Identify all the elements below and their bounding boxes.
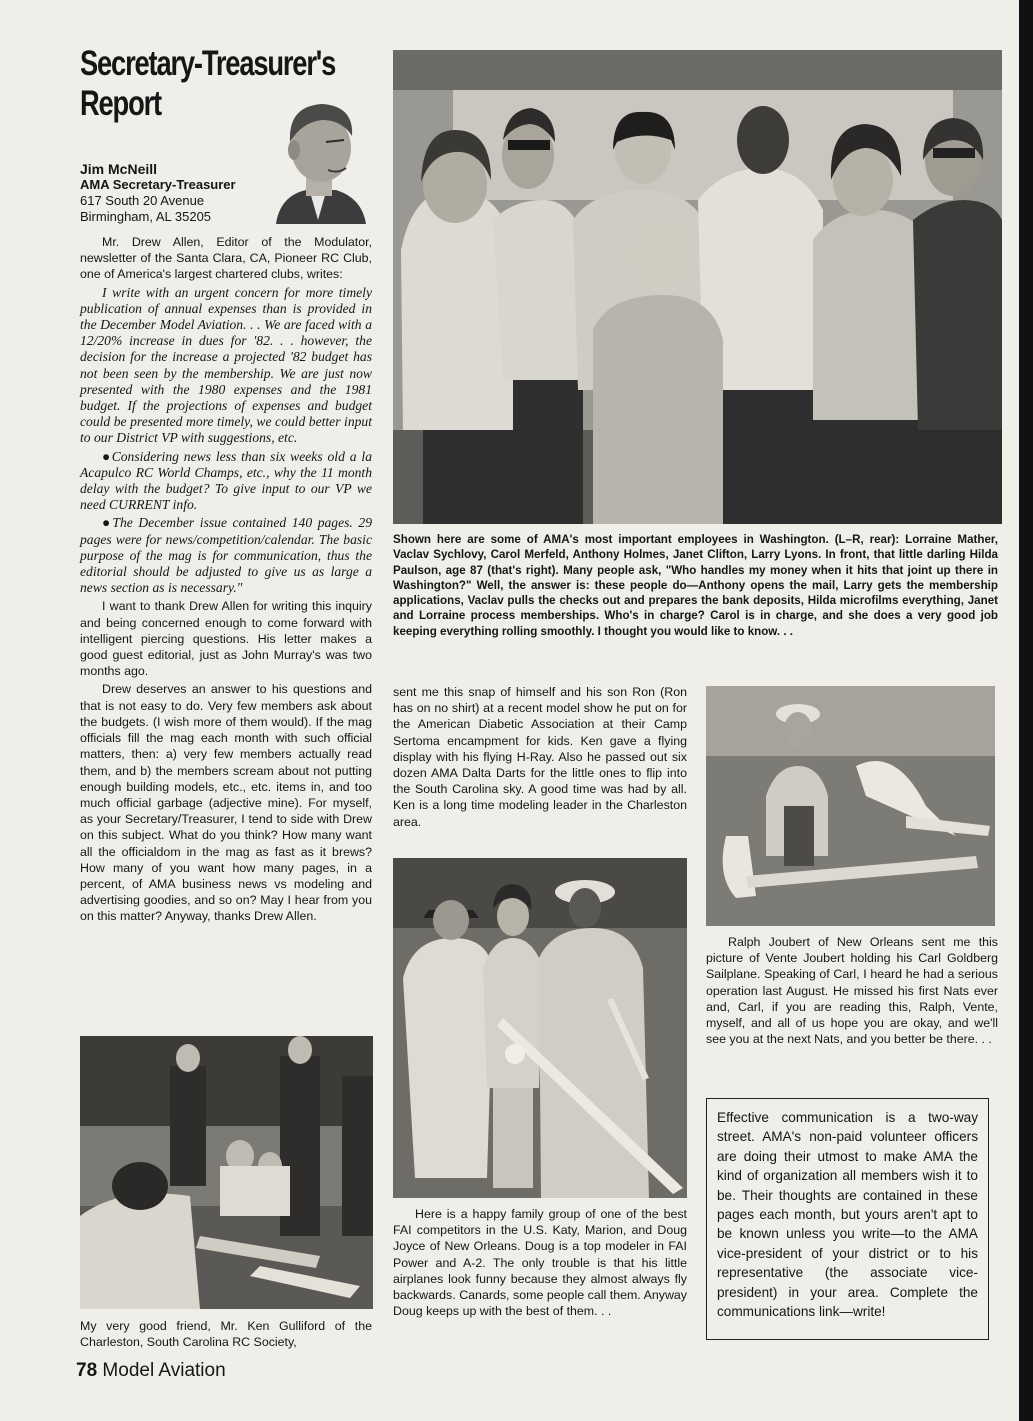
quote-bullet: ●The December issue contained 140 pages. 29 pages were for news/competition/calendar. The basic purpose of the mag is for communication, thus the editorial should be adjusted to give us as large a news section as is necessary." — [80, 515, 372, 596]
paragraph: Drew deserves an answer to his questions and that is not easy to do. Very few members ask about the budgets. (I wish more of them would). If the mag officials fill the mag each month with such official matters, then: a) very few members actually read them, and b) the members scream about not putting enough building models, etc., etc. items in, and too much official garbage (adjective mine). For myself, as your Secretary/Treasurer, I tend to side with Drew on this subject. What do you think? How many want all the officialdom in the mag as fast as it brews? How many of you want how many pages, in a percent, of AMA business news vs modeling and advertising goodies, and so on? May I hear from you on this matter? Anyway, thanks Drew Allen. — [80, 682, 372, 924]
quote-bullet: ●Considering news less than six weeks old a la Acapulco RC World Champs, etc., why the 11 month delay with the budget? To give input to our VP we need CURRENT info. — [80, 448, 372, 513]
joyce-caption: Here is a happy family group of one of the best FAI competitors in the U.S. Katy, Marion, and Doug Joyce of New Orleans. Doug is a top modeler in FAI Power and A-2. The only trouble is that his little airplanes look funny because they almost always fly backwards. Canards, some people call them. Anyway Doug keeps up with the best of them. . . — [393, 1207, 687, 1319]
quote-paragraph: I write with an urgent concern for more timely publication of annual expenses than is provided in the December Model Aviation. . . We are faced with a 12/20% increase in dues for '82. . . however, the decision for the increase a projected '82 budget has not been seen by the membership. We are just now presented with the 1980 expenses and the 1981 budget. If the projections of expenses and budget could be presented more timely, we could better input to our District VP with suggestions, etc. — [80, 284, 372, 446]
staff-group-photo — [393, 50, 1002, 524]
title-line: Report — [80, 84, 161, 123]
author-role: AMA Secretary-Treasurer — [80, 177, 236, 192]
author-address-line: Birmingham, AL 35205 — [80, 209, 212, 224]
sailplane-caption: Ralph Joubert of New Orleans sent me this picture of Vente Joubert holding his Carl Goldberg Sailplane. Speaking of Carl, I heard he had a serious operation last August. He missed his first Nats ever and, Carl, if you are reading this, Ralph, Vente, myself, and all of us hope you are okay, and we'll see you at the next Nats, and you better be there. . . — [706, 935, 998, 1047]
author-name: Jim McNeill — [80, 161, 158, 177]
ken-caption-continued: sent me this snap of himself and his son Ron (Ron has on no shirt) at a recent model show he put on for the American Diabetic Association at their Camp Sertoma encampment for kids. Ken gave a flying display with his flying H-Ray. Also he passed out six dozen AMA Dalta Darts for the little ones to flip into the South Carolina sky. A good time was had by all. Ken is a long time modeling leader in the Charleston area. — [393, 685, 687, 829]
author-block — [80, 161, 236, 225]
page-footer — [76, 1360, 226, 1382]
author-address-line: 617 South 20 Avenue — [80, 193, 205, 208]
paragraph: I want to thank Drew Allen for writing this inquiry and being concerned enough to come forward with intelligent piercing questions. His letter makes a good guest editorial, just as John Murray's was two months ago. — [80, 599, 372, 679]
author-portrait — [266, 96, 370, 224]
charleston-show-photo — [80, 1036, 373, 1309]
left-column-text — [80, 234, 372, 927]
paragraph: Mr. Drew Allen, Editor of the Modulator, newsletter of the Santa Clara, CA, Pioneer RC Club, one of America's largest chartered clubs, writes: — [80, 235, 372, 282]
ken-caption-start: My very good friend, Mr. Ken Gulliford of the Charleston, South Carolina RC Society, — [80, 1319, 372, 1350]
communication-box: Effective communication is a two-way street. AMA's non-paid volunteer officers are doing their utmost to make AMA the kind of organization all members wish it to be. Their thoughts are contained in these pages each month, but yours aren't apt to be known unless you write—to the AMA vice-president of your district or to his representative (the associate vice-president) in your area. Complete the communications link—write! — [706, 1098, 989, 1340]
sailplane-photo — [706, 686, 995, 926]
page-number: 78 — [76, 1360, 98, 1381]
joyce-family-photo — [393, 858, 687, 1198]
title-line: Secretary-Treasurer's — [80, 44, 336, 83]
staff-photo-caption: Shown here are some of AMA's most important employees in Washington. (L–R, rear): Lorraine Mather, Vaclav Sychlovy, Carol Merfeld, Anthony Holmes, Janet Clifton, Larry Lyons. In front, that little darling Hilda Paulson, age 87 (that's right). Many people ask, "Who handles my money when it hits that joint up there in Washington?" Well, the answer is: these people do—Anthony opens the mail, Larry gets the membership applications, Vaclav pulls the checks out and prepares the bank deposits, Hilda microfilms everything, Janet and Lorraine process memberships. Who's in charge? Carol is in charge, and she does a very good job keeping everything rolling smoothly. I thought you would like to know. . . — [393, 533, 998, 638]
magazine-name: Model Aviation — [102, 1360, 226, 1381]
